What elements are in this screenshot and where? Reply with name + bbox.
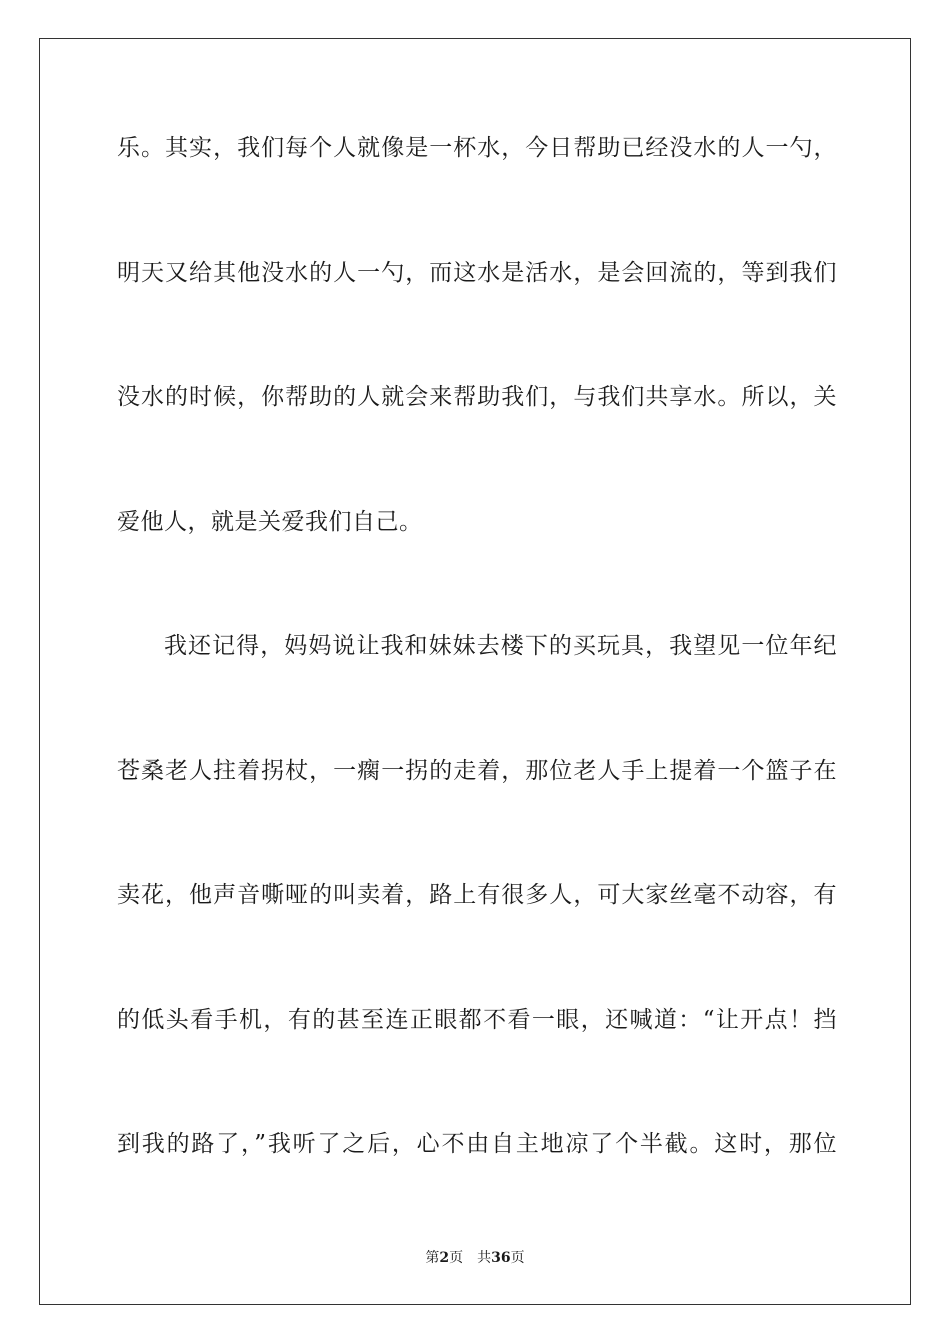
page-border [39,38,911,1305]
body-text-line: 到我的路了，”我听了之后，心不由自主地凉了个半截。这时，那位 [117,1131,837,1157]
body-text-line: 爱他人，就是关爱我们自己。 [117,509,423,535]
body-text-line: 明天又给其他没水的人一勺，而这水是活水，是会回流的，等到我们 [117,260,837,286]
body-text-line: 没水的时候，你帮助的人就会来帮助我们，与我们共享水。所以，关 [117,384,837,410]
body-text-line: 苍桑老人拄着拐杖，一瘸一拐的走着，那位老人手上提着一个篮子在 [117,758,837,784]
page-suffix: 页 [449,1250,464,1266]
total-pages: 36 [491,1250,511,1266]
page-prefix: 第 [425,1250,440,1266]
page-footer [0,1247,950,1267]
total-suffix: 页 [510,1250,525,1266]
total-prefix: 共 [477,1250,492,1266]
paragraph-first-line: 我还记得，妈妈说让我和妹妹去楼下的买玩具，我望见一位年纪 [164,633,837,659]
body-text-line: 卖花，他声音嘶哑的叫卖着，路上有很多人，可大家丝毫不动容，有 [117,882,837,908]
body-text-line: 乐。其实，我们每个人就像是一杯水，今日帮助已经没水的人一勺， [117,135,837,161]
page-number: 2 [439,1250,450,1266]
body-text-line: 的低头看手机，有的甚至连正眼都不看一眼，还喊道：“让开点！挡 [117,1007,837,1033]
